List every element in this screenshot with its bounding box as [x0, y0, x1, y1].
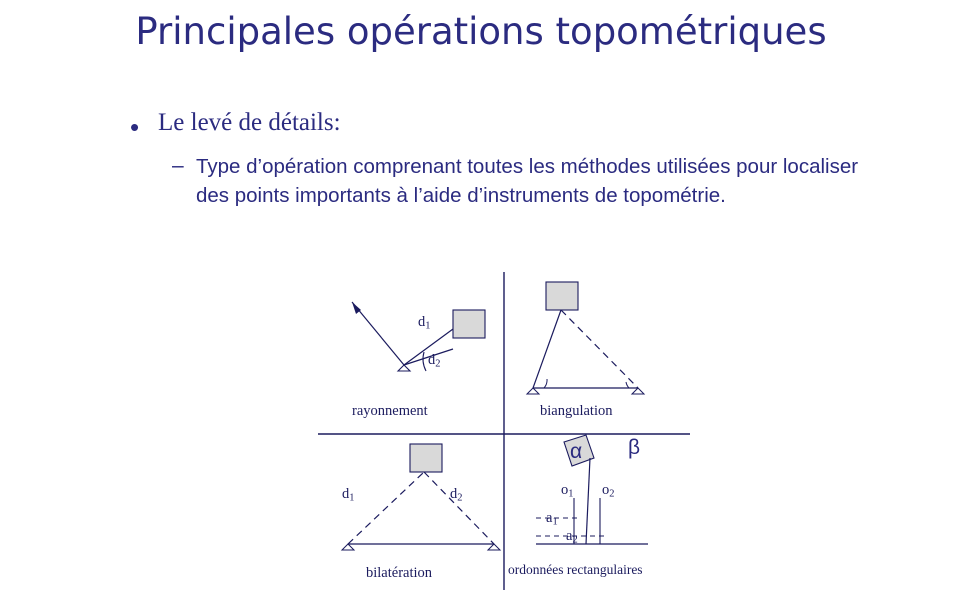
bullet-marker-icon: •	[130, 112, 140, 142]
station-mark-bilateration-right	[488, 544, 500, 550]
caption-bilateration: bilatération	[366, 565, 433, 581]
caption-rayonnement: rayonnement	[352, 403, 428, 419]
station-square-bilateration	[410, 444, 442, 472]
label-alpha: α	[570, 440, 583, 463]
label-d1-rayonnement: $d_1$	[418, 314, 431, 332]
bullet-level1-text: Le levé de détails:	[158, 109, 341, 136]
label-d1-bilateration: $d_1$	[342, 486, 355, 504]
label-a1: $a_1$	[546, 510, 558, 528]
label-a2: $a_2$	[566, 528, 578, 546]
bilateration-left-leg	[348, 472, 424, 544]
station-square-rayonnement	[453, 310, 485, 338]
topometry-methods-figure	[318, 272, 690, 590]
label-o1: $o_1$	[561, 482, 574, 500]
caption-biangulation: biangulation	[540, 403, 613, 419]
label-o2: $o_2$	[602, 482, 615, 500]
label-beta: β	[628, 436, 641, 459]
bullet-level2-text: Type d’opération comprenant toutes les méthodes utilisées pour localiser des points importants à l’aide d’instruments de topométrie.	[196, 155, 859, 207]
station-mark-biangulation-left	[527, 388, 539, 394]
ordonnees-axis	[586, 458, 590, 544]
angle-arc-left-biangulation	[544, 379, 547, 388]
bilateration-right-leg	[424, 472, 494, 544]
angle-arc-right-biangulation	[626, 382, 629, 388]
caption-ordonnees-rectangulaires: ordonnées rectangulaires	[508, 562, 643, 577]
figure-drawing	[318, 272, 690, 590]
station-mark-rayonnement	[398, 365, 410, 371]
angle-arc-rayonnement	[423, 352, 426, 371]
biangulation-right-leg	[561, 310, 638, 388]
station-mark-biangulation-right	[632, 388, 644, 394]
biangulation-left-leg	[533, 310, 561, 388]
label-d2-rayonnement: $d_2$	[428, 352, 441, 370]
label-d2-bilateration: $d_2$	[450, 486, 463, 504]
ray-1	[352, 302, 404, 365]
station-square-biangulation	[546, 282, 578, 310]
station-mark-bilateration-left	[342, 544, 354, 550]
page-title: Principales opérations topométriques	[135, 10, 827, 53]
dash-marker-icon: –	[172, 154, 184, 177]
